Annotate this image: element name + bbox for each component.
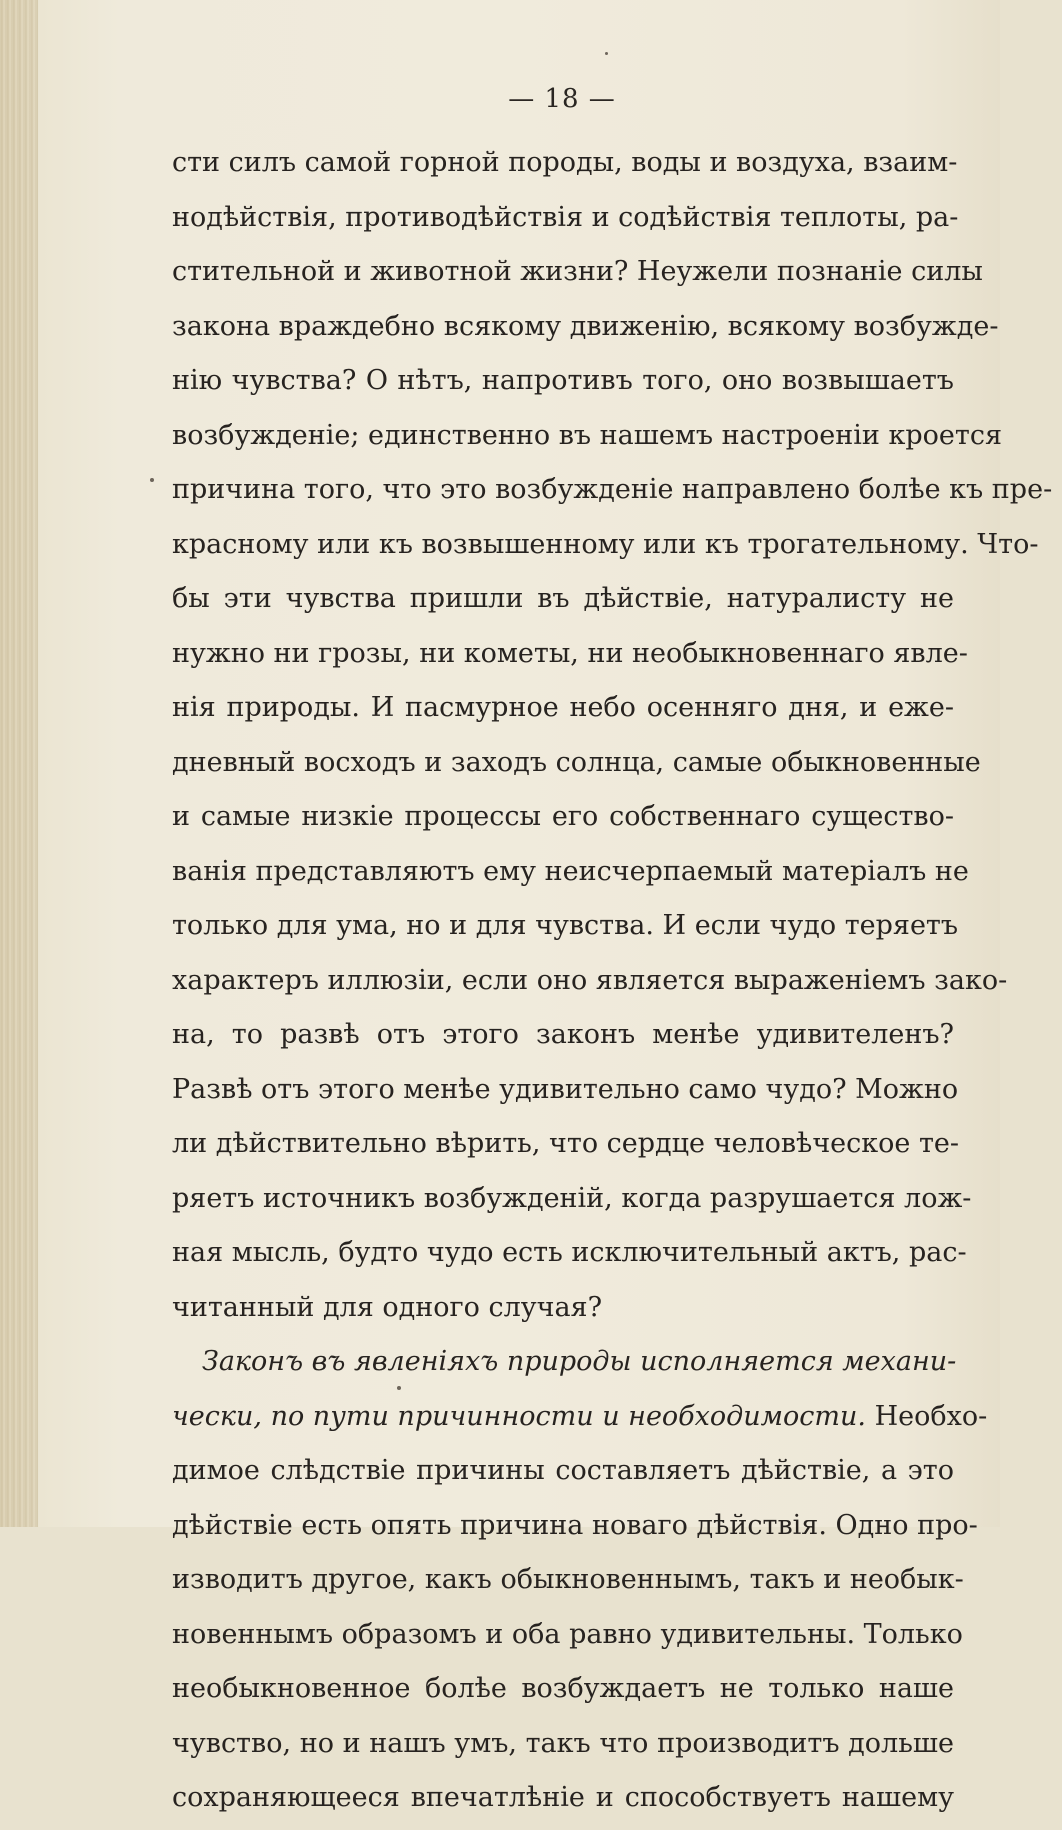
italic-phrase: чески, по пути причинности и необходимости. [172, 1400, 866, 1432]
text-line: стительной и животной жизни? Неужели познаніе силы [172, 256, 983, 287]
text-line: нужно ни грозы, ни кометы, ни необыкновеннаго явле- [172, 637, 968, 669]
paper-speck [150, 478, 154, 482]
paper-speck [605, 52, 608, 55]
text-line: Развѣ отъ этого менѣе удивительно само чудо? Можно [172, 1073, 959, 1105]
paper-speck [397, 1386, 401, 1390]
text-line: только для ума, но и для чувства. И если чудо теряетъ [172, 910, 959, 941]
text-line: ная мысль, будто чудо есть исключительный актъ, рас- [172, 1237, 967, 1268]
mixed-text-line [172, 1394, 988, 1449]
text-line: новеннымъ образомъ и оба равно удивительны. Только [172, 1618, 963, 1650]
text-line: характеръ иллюзіи, если оно является выраженіемъ зако- [172, 964, 1008, 996]
text-line: изводитъ другое, какъ обыкновеннымъ, такъ и необык- [172, 1564, 964, 1595]
text-line: ванія представляютъ ему неисчерпаемый матеріалъ не [172, 855, 969, 887]
text-line: сохраняющееся впечатлѣніе и способствуетъ нашему [172, 1782, 954, 1813]
text-line: возбужденіе; единственно въ нашемъ настроеніи кроется [172, 419, 1002, 451]
text-line: читанный для одного случая? [172, 1291, 603, 1323]
text-line: нію чувства? О нѣтъ, напротивъ того, оно возвышаетъ [172, 365, 954, 396]
text-line: ряетъ источникъ возбужденій, когда разрушается лож- [172, 1182, 972, 1214]
text-line: дѣйствіе есть опять причина новаго дѣйствія. Одно про- [172, 1509, 978, 1541]
page-number: — 18 — [508, 84, 616, 114]
text-fragment: Необхо- [874, 1400, 988, 1432]
text-line: и самые низкіе процессы его собственнаго существо- [172, 801, 954, 832]
text-line: нодѣйствія, противодѣйствія и содѣйствія теплоты, ра- [172, 201, 959, 233]
text-line: бы эти чувства пришли въ дѣйствіе, натуралисту не [172, 583, 954, 614]
text-line: на, то развѣ отъ этого законъ менѣе удивителенъ? [172, 1019, 954, 1050]
text-line: необыкновенное болѣе возбуждаетъ не только наше [172, 1673, 954, 1704]
body-text [172, 140, 1053, 1830]
italic-text-line: Законъ въ явленіяхъ природы исполняется механи- [202, 1346, 957, 1377]
text-line: нія природы. И пасмурное небо осенняго дня, и еже- [172, 692, 954, 723]
text-line: причина того, что это возбужденіе направлено болѣе къ пре- [172, 474, 1053, 505]
text-line: сти силъ самой горной породы, воды и воздуха, взаим- [172, 147, 958, 178]
text-line: дневный восходъ и заходъ солнца, самые обыкновенные [172, 746, 981, 778]
text-line: закона враждебно всякому движенію, всякому возбужде- [172, 310, 999, 342]
text-line: ли дѣйствительно вѣрить, что сердце человѣческое те- [172, 1128, 960, 1159]
page-binding-edge [0, 0, 38, 1527]
text-line: красному или къ возвышенному или къ трогательному. Что- [172, 528, 1039, 560]
text-line: чувство, но и нашъ умъ, такъ что производитъ дольше [172, 1727, 954, 1759]
text-line: димое слѣдствіе причины составляетъ дѣйствіе, а это [172, 1455, 954, 1486]
